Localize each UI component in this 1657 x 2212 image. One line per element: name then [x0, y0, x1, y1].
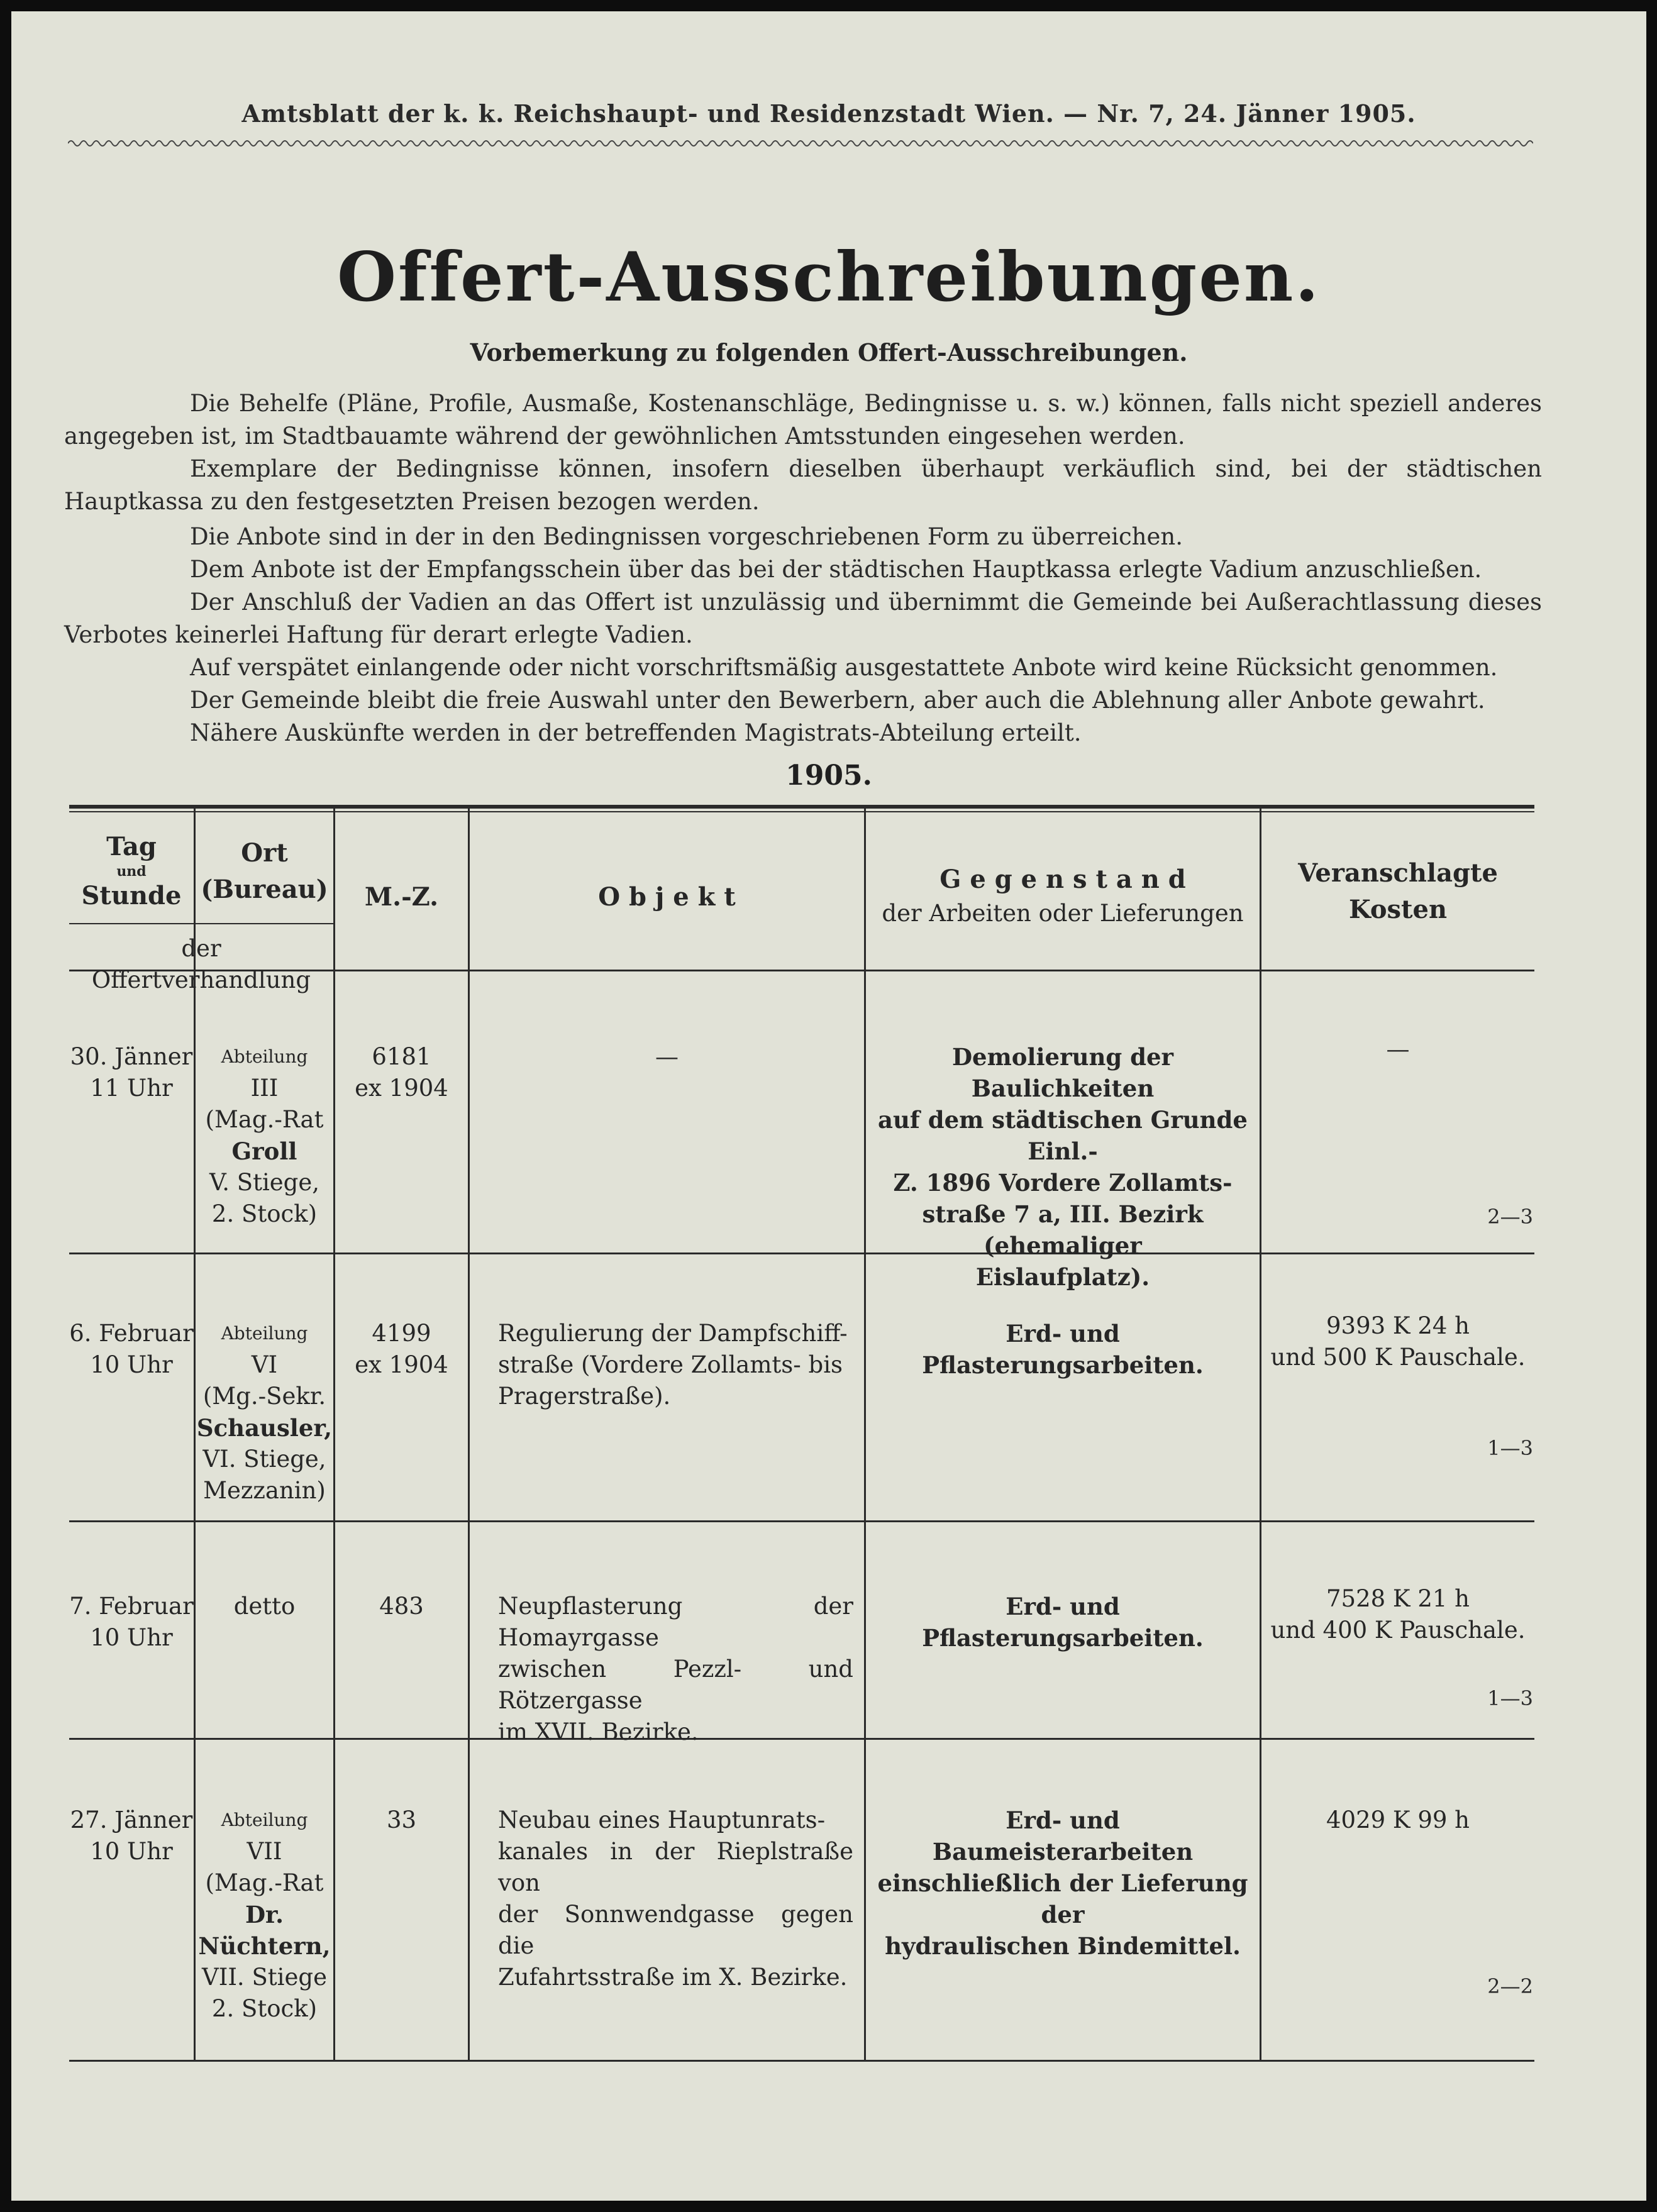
table-bottom-rule [69, 2060, 1534, 2062]
row-kosten [1261, 1583, 1534, 1646]
row-office [196, 1041, 333, 1230]
row-mz [335, 1041, 468, 1104]
row-gegenstand-line: straße 7 a, III. Bezirk (ehemaliger [922, 1200, 1204, 1259]
row-lot-number: 2—2 [1487, 1974, 1533, 1998]
row-lot-number: 1—3 [1487, 1686, 1533, 1710]
newspaper-page [11, 11, 1646, 2201]
row-gegenstand-line: Z. 1896 Vordere Zollamts- [893, 1169, 1233, 1197]
row-kosten-line: 9393 K 24 h [1326, 1312, 1470, 1339]
row-rule [69, 1253, 1534, 1254]
row-objekt-line: Zufahrtsstraße im X. Bezirke. [498, 1964, 848, 1991]
row-kosten-line: 7528 K 21 h [1326, 1585, 1470, 1612]
row-gegenstand-line: Eislaufplatz). [975, 1263, 1150, 1291]
row-office-line: Groll [231, 1137, 297, 1165]
row-date-time: 11 Uhr [90, 1075, 173, 1102]
header-kosten-label-2: Kosten [1348, 895, 1448, 924]
row-lot-number: 2—3 [1487, 1205, 1533, 1229]
wavy-rule [68, 137, 1533, 150]
header-tag-label: Tag [106, 832, 157, 861]
header-objekt: O b j e k t [598, 882, 736, 912]
row-gegenstand [874, 1041, 1251, 1293]
page-title: Offert-Ausschreibungen. [336, 238, 1321, 317]
paragraph: Exemplare der Bedingnisse können, insofern dieselben überhaupt verkäuflich sind, bei der städtischen Hauptkassa zu den festgesetzten Preisen bezogen werden. [64, 455, 1542, 515]
paragraph: Der Anschluß der Vadien an das Offert ist unzulässig und übernimmt die Gemeinde bei Außerachtlassung dieses Verbotes keinerlei Haftung für derart erlegte Vadien. [64, 589, 1542, 648]
row-kosten-line: und 500 K Pauschale. [1270, 1344, 1526, 1371]
paragraph: Nähere Auskünfte werden in der betreffenden Magistrats-Abteilung erteilt. [190, 719, 1082, 746]
paragraph: Der Gemeinde bleibt die freie Auswahl unter den Bewerbern, aber auch die Ablehnung aller Anbote gewahrt. [190, 687, 1485, 714]
row-kosten [1261, 1034, 1534, 1065]
row-lot-number: 1—3 [1487, 1436, 1533, 1460]
row-date-day: 27. Jänner [70, 1806, 193, 1833]
column-rule [333, 809, 335, 2061]
header-gegenstand [866, 861, 1260, 929]
row-objekt-line: — [655, 1043, 679, 1070]
row-objekt-line: der Sonnwendgasse gegen die [498, 1901, 853, 1959]
row-date [69, 1041, 194, 1104]
row-office-line: (Mag.-Rat [205, 1106, 324, 1133]
header-und-label: und [116, 863, 147, 880]
row-office-line: 2. Stock) [211, 1995, 318, 2022]
row-objekt-line: zwischen Pezzl- und Rötzergasse [498, 1656, 853, 1714]
row-gegenstand-line: einschließlich der Lieferung der [877, 1869, 1248, 1928]
row-kosten [1261, 1805, 1534, 1836]
row-office-line: VII. Stiege [201, 1964, 327, 1991]
row-office-line: Dr. [245, 1901, 284, 1928]
column-rule [1260, 809, 1261, 2061]
row-gegenstand [874, 1805, 1251, 1962]
row-office-line: (Mag.-Rat [205, 1869, 324, 1896]
row-office-line: 2. Stock) [211, 1200, 318, 1227]
row-kosten-line: — [1386, 1036, 1410, 1063]
table-top-rule [69, 805, 1534, 809]
row-mz [335, 1318, 468, 1381]
row-mz-line: 483 [379, 1593, 424, 1620]
row-objekt-line: Pragerstraße). [498, 1383, 671, 1410]
row-gegenstand [874, 1318, 1251, 1381]
page-subtitle: Vorbemerkung zu folgenden Offert-Ausschreibungen. [470, 338, 1188, 367]
header-mz: M.-Z. [364, 882, 439, 912]
row-office-line: V. Stiege, [209, 1169, 320, 1196]
row-date-time: 10 Uhr [90, 1624, 173, 1651]
row-mz-line: 6181 [372, 1043, 431, 1070]
row-office-line: Nüchtern, [198, 1932, 331, 1960]
row-objekt-line: Neupflasterung der Homayrgasse [498, 1593, 853, 1651]
row-date-time: 10 Uhr [90, 1838, 173, 1865]
row-date [69, 1591, 194, 1654]
row-rule [69, 1520, 1534, 1522]
header-gegenstand-sub: der Arbeiten oder Lieferungen [882, 900, 1244, 927]
paragraph: Die Anbote sind in der in den Bedingnissen vorgeschriebenen Form zu überreichen. [190, 523, 1183, 550]
running-header: Amtsblatt der k. k. Reichshaupt- und Residenzstadt Wien. — Nr. 7, 24. Jänner 1905. [241, 99, 1416, 128]
paragraph: Auf verspätet einlangende oder nicht vorschriftsmäßig ausgestattete Anbote wird keine Rücksicht genommen. [190, 654, 1498, 681]
row-dept: III [250, 1075, 279, 1102]
paragraph: Dem Anbote ist der Empfangsschein über das bei der städtischen Hauptkassa erlegte Vadium anzuschließen. [190, 556, 1482, 583]
row-office-line: Mezzanin) [203, 1477, 326, 1504]
row-objekt [498, 1318, 853, 1412]
row-dept: detto [233, 1593, 296, 1620]
row-kosten [1261, 1310, 1534, 1373]
row-date-day: 7. Februar [69, 1593, 194, 1620]
row-office [196, 1318, 333, 1507]
header-offertverhandlung: der Offertverhandlung [91, 935, 311, 993]
row-dept: VII [247, 1838, 282, 1865]
row-mz [335, 1591, 468, 1622]
row-objekt-line: kanales in der Rieplstraße von [498, 1838, 853, 1896]
row-office-line: Schausler, [196, 1414, 333, 1442]
row-gegenstand [874, 1591, 1251, 1654]
row-objekt-line: Regulierung der Dampfschiff- [498, 1320, 848, 1347]
header-ort [196, 835, 333, 908]
row-date-day: 6. Februar [69, 1320, 194, 1347]
row-gegenstand-line: Erd- und Pflasterungsarbeiten. [922, 1320, 1204, 1379]
row-kosten-line: und 400 K Pauschale. [1270, 1617, 1526, 1644]
row-date [69, 1318, 194, 1381]
row-dept-label: Abteilung [221, 1810, 308, 1830]
row-date [69, 1805, 194, 1867]
row-objekt [470, 1041, 864, 1073]
row-objekt [498, 1591, 853, 1748]
row-dept: VI [251, 1351, 278, 1378]
row-date-day: 30. Jänner [70, 1043, 193, 1070]
row-mz-line: ex 1904 [355, 1075, 448, 1102]
row-objekt-line: im XVII. Bezirke. [498, 1718, 699, 1745]
row-objekt [498, 1805, 853, 1993]
row-gegenstand-line: hydraulischen Bindemittel. [885, 1932, 1241, 1960]
header-bureau-label: (Bureau) [201, 875, 328, 904]
row-dept-label: Abteilung [221, 1323, 308, 1344]
header-gegenstand-label: G e g e n s t a n d [939, 865, 1186, 894]
header-kosten [1261, 855, 1534, 928]
row-office-line: VI. Stiege, [202, 1446, 326, 1473]
row-gegenstand-line: Erd- und Baumeisterarbeiten [932, 1806, 1194, 1866]
row-office [196, 1805, 333, 2025]
row-mz-line: 4199 [372, 1320, 431, 1347]
row-office [196, 1591, 333, 1622]
row-mz [335, 1805, 468, 1836]
row-mz-line: ex 1904 [355, 1351, 448, 1378]
row-office-line: (Mg.-Sekr. [202, 1383, 326, 1410]
header-stunde-label: Stunde [81, 881, 182, 910]
column-rule [864, 809, 866, 2061]
row-mz-line: 33 [386, 1806, 417, 1833]
column-rule [468, 809, 470, 2061]
row-date-time: 10 Uhr [90, 1351, 173, 1378]
row-objekt-line: straße (Vordere Zollamts- bis [498, 1351, 843, 1378]
row-objekt-line: Neubau eines Hauptunrats- [498, 1806, 826, 1833]
header-mid-rule [69, 923, 333, 924]
header-ort-label: Ort [241, 838, 288, 868]
year-heading: 1905. [785, 760, 872, 792]
paragraph: Die Behelfe (Pläne, Profile, Ausmaße, Kostenanschläge, Bedingnisse u. s. w.) können, falls nicht speziell anderes angegeben ist, im Stadtbauamte während der gewöhnlichen Amtsstunden eingesehen werden. [64, 390, 1542, 450]
row-kosten-line: 4029 K 99 h [1326, 1806, 1470, 1833]
row-dept-label: Abteilung [221, 1046, 308, 1067]
row-gegenstand-line: Erd- und Pflasterungsarbeiten. [922, 1593, 1204, 1652]
table-top-rule-thin [69, 811, 1534, 812]
row-gegenstand-line: auf dem städtischen Grunde Einl.- [878, 1106, 1248, 1165]
header-tag [69, 829, 194, 914]
row-gegenstand-line: Demolierung der Baulichkeiten [951, 1043, 1174, 1102]
header-kosten-label-1: Veranschlagte [1298, 858, 1498, 888]
